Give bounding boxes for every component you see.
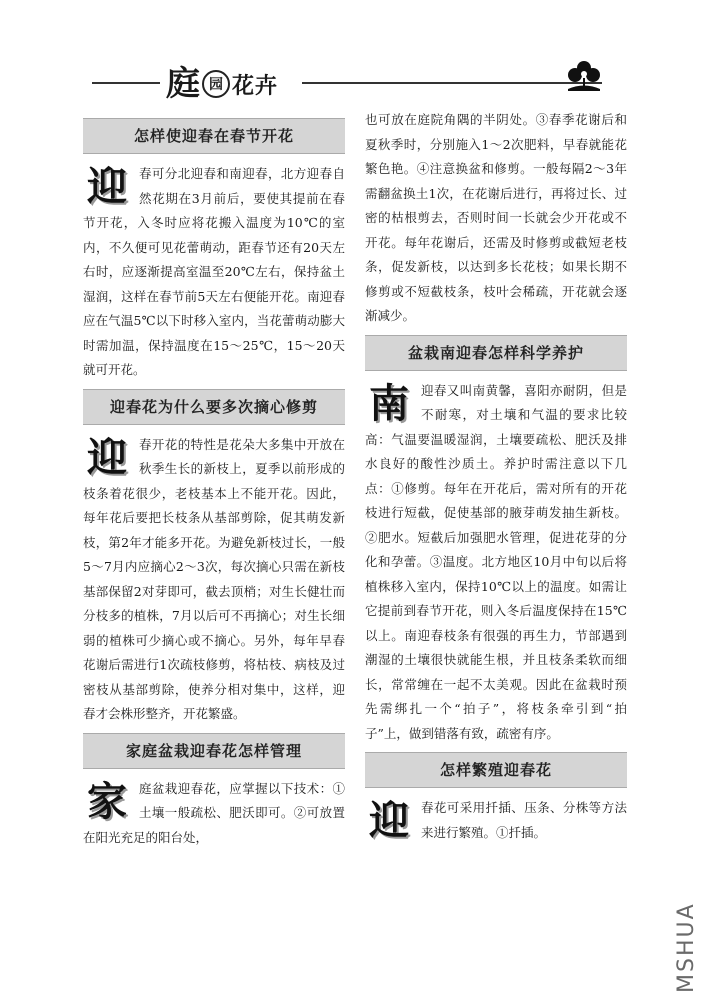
brand-char: 庭 xyxy=(166,64,200,104)
watermark xyxy=(672,885,702,995)
section-4-text: 迎春又叫南黄馨，喜阳亦耐阴，但是不耐寒，对土壤和气温的要求比较高：气温要温暖湿润，土壤要疏松、肥沃及排水良好的酸性沙质土。养护时需注意以下几点：①修剪。每年在开花后，需对所有的开花枝进行短截，促使基部的腋芽萌发抽生新枝。②肥水。短截后加强肥水管理，促进花芽的分化和孕蕾。③温度。北方地区10月中旬以后将植株移入室内，保持10℃以上的温度。如需让它提前到春节开花，则入冬后温度保持在15℃以上。南迎春枝条有很强的再生力，节部遇到潮湿的土壤很快就能生根，并且枝条柔软而细长，常常缠在一起不太美观。因此在盆栽时预先需绑扎一个“拍子”，将枝条牵引到“拍子”上，做到错落有致，疏密有序。 xyxy=(365,382,627,741)
dropcap-3: 家 xyxy=(87,777,127,825)
header-rule-right xyxy=(302,82,602,84)
brand-circle-char: 园 xyxy=(202,70,230,98)
section-3-body xyxy=(83,777,345,851)
section-5-text: 春花可采用扦插、压条、分株等方法来进行繁殖。①扦插。 xyxy=(421,800,627,840)
section-3-continued: 也可放在庭院角隅的半阴处。③春季花谢后和夏秋季时，分别施入1～2次肥料，早春就能花繁色艳。④注意换盆和修剪。一般每隔2～3年需翻盆换土1次，在花谢后进行，再将过长、过密的枯根剪去，否则时间一长就会少开花或不开花。每年花谢后，还需及时修剪或截短老枝条，促发新枝，以达到多长花枝；如果长期不修剪或不短截枝条，枝叶会稀疏，开花就会逐渐减少。 xyxy=(365,112,627,323)
section-3-text: 庭盆栽迎春花，应掌握以下技术：①土壤一般疏松、肥沃即可。②可放置在阳光充足的阳台处， xyxy=(83,780,345,845)
section-title-5: 怎样繁殖迎春花 xyxy=(365,752,627,788)
section-4-body xyxy=(365,379,627,747)
right-column xyxy=(365,108,627,845)
section-5-body xyxy=(365,796,627,845)
left-column xyxy=(83,112,345,850)
brand-rest: 花卉 xyxy=(232,73,279,99)
page-header xyxy=(92,56,652,104)
section-title-2: 迎春花为什么要多次摘心修剪 xyxy=(83,389,345,425)
flower-icon xyxy=(564,58,604,94)
column-brand xyxy=(166,56,278,104)
dropcap-2: 迎 xyxy=(87,433,127,481)
section-title-3: 家庭盆栽迎春花怎样管理 xyxy=(83,733,345,769)
watermark-text: MSHUA xyxy=(674,902,699,993)
header-rule-left xyxy=(92,82,160,84)
section-2-body xyxy=(83,433,345,727)
section-1-text: 春可分北迎春和南迎春，北方迎春自然花期在3月前后，要使其提前在春节开花，入冬时应将花搬入温度为10℃的室内，不久便可见花蕾萌动，距春节还有20天左右时，应逐渐提高室温至20℃左右，保持盆土湿润，这样在春节前5天左右便能开花。南迎春应在气温5℃以下时移入室内，当花蕾萌动膨大时需加温，保持温度在15～25℃，15～20天就可开花。 xyxy=(83,166,345,377)
section-title-4: 盆栽南迎春怎样科学养护 xyxy=(365,335,627,371)
section-2-text: 春开花的特性是花朵大多集中开放在秋季生长的新枝上，夏季以前形成的枝条着花很少，老枝基本上不能开花。因此，每年花后要把长枝条从基部剪除，促其萌发新枝，第2年才能多开花。为避免新枝过长，一般5～7月内应摘心2～3次，每次摘心只需在新枝基部保留2对芽即可，截去顶梢；对生长健壮而分枝多的植株，7月以后可不再摘心；对生长细弱的植株可少摘心或不摘心。另外，每年早春花谢后需进行1次疏枝修剪，将枯枝、病枝及过密枝从基部剪除，使养分相对集中，这样，迎春才会株形整齐，开花繁盛。 xyxy=(83,436,345,721)
dropcap-5: 迎 xyxy=(369,797,409,844)
section-title-1: 怎样使迎春在春节开花 xyxy=(83,118,345,154)
section-1-body xyxy=(83,162,345,383)
dropcap-1: 迎 xyxy=(87,163,127,210)
dropcap-4: 南 xyxy=(369,379,409,427)
